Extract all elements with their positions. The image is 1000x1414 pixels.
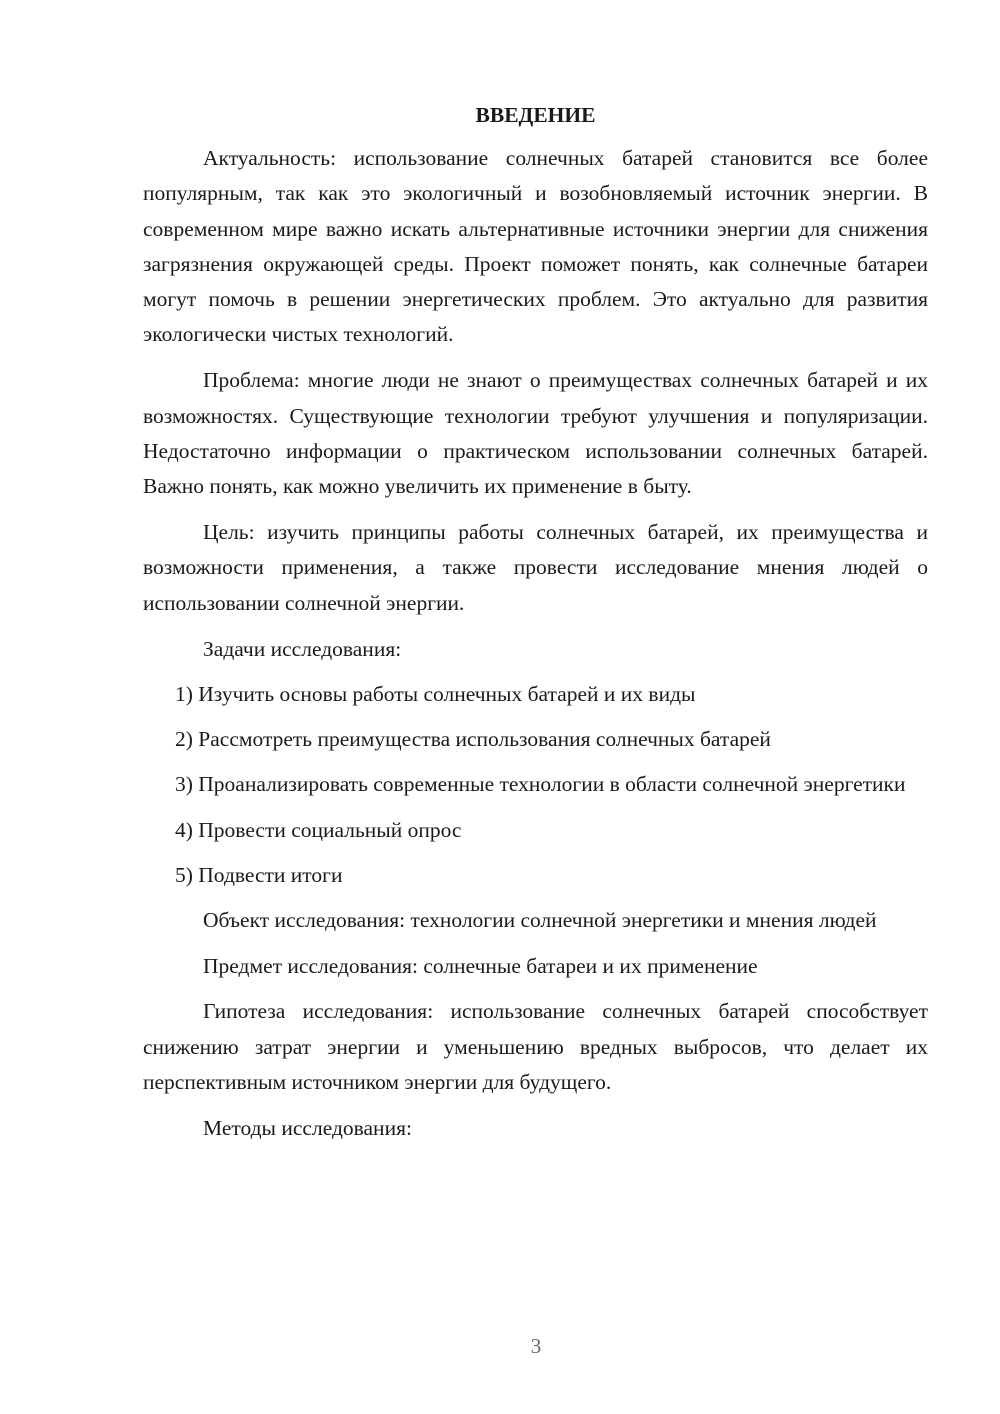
tasks-heading: Задачи исследования: (203, 636, 402, 661)
tasks-list (143, 677, 928, 893)
methods-heading: Методы исследования: (203, 1116, 412, 1141)
relevance-paragraph: Актуальность: использование солнечных батарей становится все более популярным, так как это экологичный и возобновляемый источник энергии. В современном мире важно искать альтернативные источники энергии для снижения загрязнения окружающей среды. Проект поможет понять, как солнечные батареи могут помочь в решении энергетических проблем. Это актуально для развития экологически чистых технологий. (143, 146, 928, 347)
hypothesis-paragraph: Гипотеза исследования: использование солнечных батарей способствует снижению затрат энергии и уменьшению вредных выбросов, что делает их перспективным источником энергии для будущего. (143, 999, 928, 1094)
task-item: 5) Подвести итоги (175, 862, 343, 887)
object-paragraph: Объект исследования: технологии солнечной энергетики и мнения людей (203, 908, 877, 933)
task-item: 4) Провести социальный опрос (175, 817, 462, 842)
section-title: ВВЕДЕНИЕ (475, 103, 596, 127)
page-content (143, 98, 928, 1156)
goal-paragraph: Цель: изучить принципы работы солнечных батарей, их преимущества и возможности применения, а также провести исследование мнения людей о использовании солнечной энергии. (143, 520, 928, 615)
subject-paragraph: Предмет исследования: солнечные батареи и их применение (203, 954, 758, 979)
task-item: 3) Проанализировать современные технологии в области солнечной энергетики (175, 772, 906, 797)
task-item: 2) Рассмотреть преимущества использования солнечных батарей (175, 727, 771, 752)
task-item: 1) Изучить основы работы солнечных батарей и их виды (175, 682, 696, 707)
problem-paragraph: Проблема: многие люди не знают о преимуществах солнечных батарей и их возможностях. Существующие технологии требуют улучшения и популяризации. Недостаточно информации о практическом использовании солнечных батарей. Важно понять, как можно увеличить их применение в быту. (143, 368, 928, 499)
page-number: 3 (530, 1334, 542, 1358)
